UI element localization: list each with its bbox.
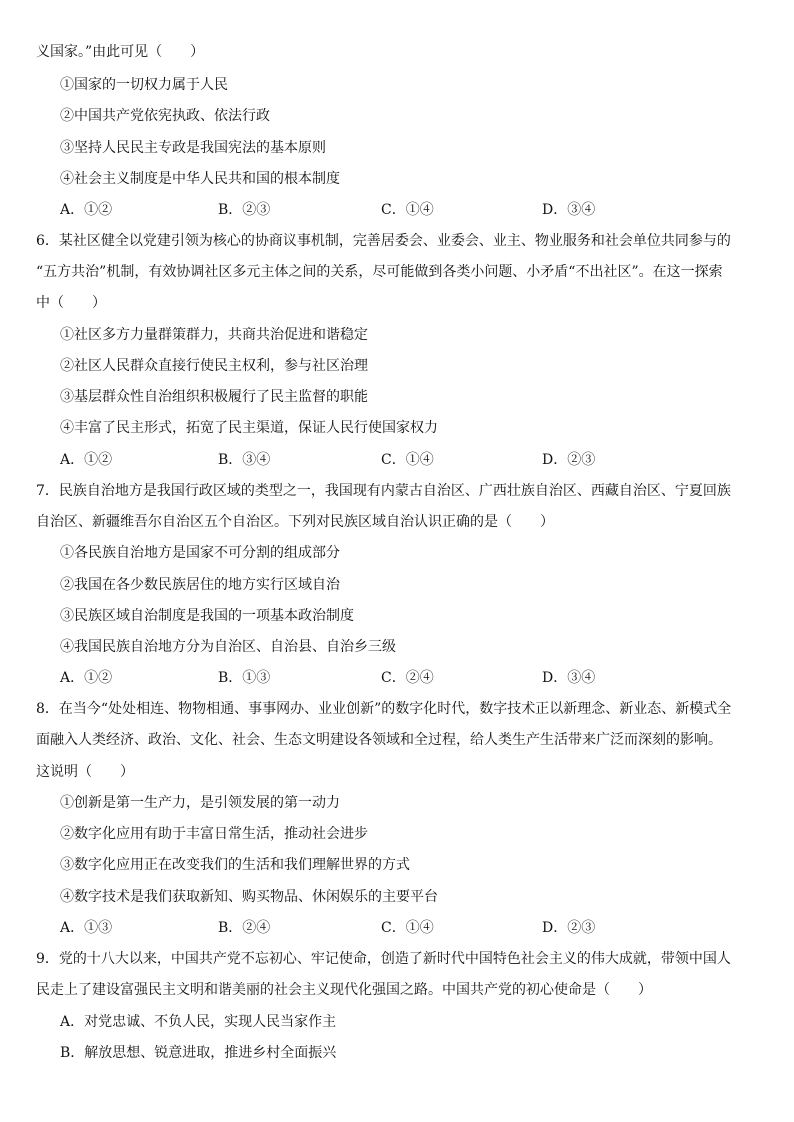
question-5-statement-1: ①国家的一切权力属于人民 — [60, 77, 228, 93]
question-6-statement-1: ①社区多方力量群策群力，共商共治促进和谐稳定 — [60, 327, 368, 343]
question-9-option-a: A．对党忠诚、不负人民，实现人民当家作主 — [60, 1014, 337, 1030]
question-5-option-a: A．①② — [60, 202, 113, 218]
question-5-option-d: D．③④ — [542, 202, 596, 218]
question-9-stem-line-2: 民走上了建设富强民主文明和谐美丽的社会主义现代化强国之路。中国共产党的初心使命是（ ） — [36, 982, 652, 998]
question-8-option-c: C．①④ — [381, 920, 434, 936]
question-8-statement-3: ③数字化应用正在改变我们的生活和我们理解世界的方式 — [60, 857, 410, 873]
question-7-option-b: B．①③ — [218, 670, 271, 686]
question-8-option-a: A．①③ — [60, 920, 113, 936]
question-9-option-b: B．解放思想、锐意进取，推进乡村全面振兴 — [60, 1045, 337, 1061]
question-6-statement-2: ②社区人民群众直接行使民主权利，参与社区治理 — [60, 358, 368, 374]
question-8-statement-2: ②数字化应用有助于丰富日常生活，推动社会进步 — [60, 826, 368, 842]
question-5-statement-4: ④社会主义制度是中华人民共和国的根本制度 — [60, 171, 340, 187]
question-6-stem-line-1: 6．某社区健全以党建引领为核心的协商议事机制，完善居委会、业委会、业主、物业服务和社会单位共同参与的 — [36, 233, 731, 249]
question-7-option-c: C．②④ — [381, 670, 434, 686]
question-5-option-b: B．②③ — [218, 202, 271, 218]
question-6-statement-3: ③基层群众性自治组织积极履行了民主监督的职能 — [60, 389, 368, 405]
question-7-stem-line-2: 自治区、新疆维吾尔自治区五个自治区。下列对民族区域自治认识正确的是（ ） — [36, 514, 554, 530]
question-7-statement-2: ②我国在各少数民族居住的地方实行区域自治 — [60, 577, 340, 593]
question-6-stem-line-3: 中（ ） — [36, 295, 106, 311]
question-8-option-b: B．②④ — [218, 920, 271, 936]
question-9-stem-line-1: 9．党的十八大以来，中国共产党不忘初心、牢记使命，创造了新时代中国特色社会主义的伟大成就，带领中国人 — [36, 951, 731, 967]
question-6-stem-line-2: “五方共治”机制，有效协调社区多元主体之间的关系，尽可能做到各类小问题、小矛盾“不出社区”。在这一探索 — [36, 264, 723, 280]
question-8-option-d: D．②③ — [542, 920, 596, 936]
question-7-stem-line-1: 7．民族自治地方是我国行政区域的类型之一，我国现有内蒙古自治区、广西壮族自治区、西藏自治区、宁夏回族 — [36, 483, 731, 499]
question-8-stem-line-2: 面融入人类经济、政治、文化、社会、生态文明建设各领域和全过程，给人类生产生活带来广泛而深刻的影响。 — [36, 732, 722, 748]
question-5-stem-continuation: 义国家。”由此可见（ ） — [36, 44, 205, 60]
question-7-option-a: A．①② — [60, 670, 113, 686]
question-8-stem-line-3: 这说明（ ） — [36, 764, 134, 780]
question-7-statement-3: ③民族区域自治制度是我国的一项基本政治制度 — [60, 608, 354, 624]
question-6-option-b: B．③④ — [218, 452, 271, 468]
question-8-statement-4: ④数字技术是我们获取新知、购买物品、休闲娱乐的主要平台 — [60, 889, 438, 905]
question-6-option-a: A．①② — [60, 452, 113, 468]
question-6-statement-4: ④丰富了民主形式，拓宽了民主渠道，保证人民行使国家权力 — [60, 420, 438, 436]
question-8-stem-line-1: 8．在当今“处处相连、物物相通、事事网办、业业创新”的数字化时代，数字技术正以新理念、新业态、新模式全 — [36, 701, 732, 717]
question-7-statement-1: ①各民族自治地方是国家不可分割的组成部分 — [60, 545, 340, 561]
question-5-statement-2: ②中国共产党依宪执政、依法行政 — [60, 108, 270, 124]
question-6-option-c: C．①④ — [381, 452, 434, 468]
question-8-statement-1: ①创新是第一生产力，是引领发展的第一动力 — [60, 795, 340, 811]
question-5-option-c: C．①④ — [381, 202, 434, 218]
question-7-option-d: D．③④ — [542, 670, 596, 686]
question-7-statement-4: ④我国民族自治地方分为自治区、自治县、自治乡三级 — [60, 639, 396, 655]
question-5-statement-3: ③坚持人民民主专政是我国宪法的基本原则 — [60, 140, 326, 156]
question-6-option-d: D．②③ — [542, 452, 596, 468]
